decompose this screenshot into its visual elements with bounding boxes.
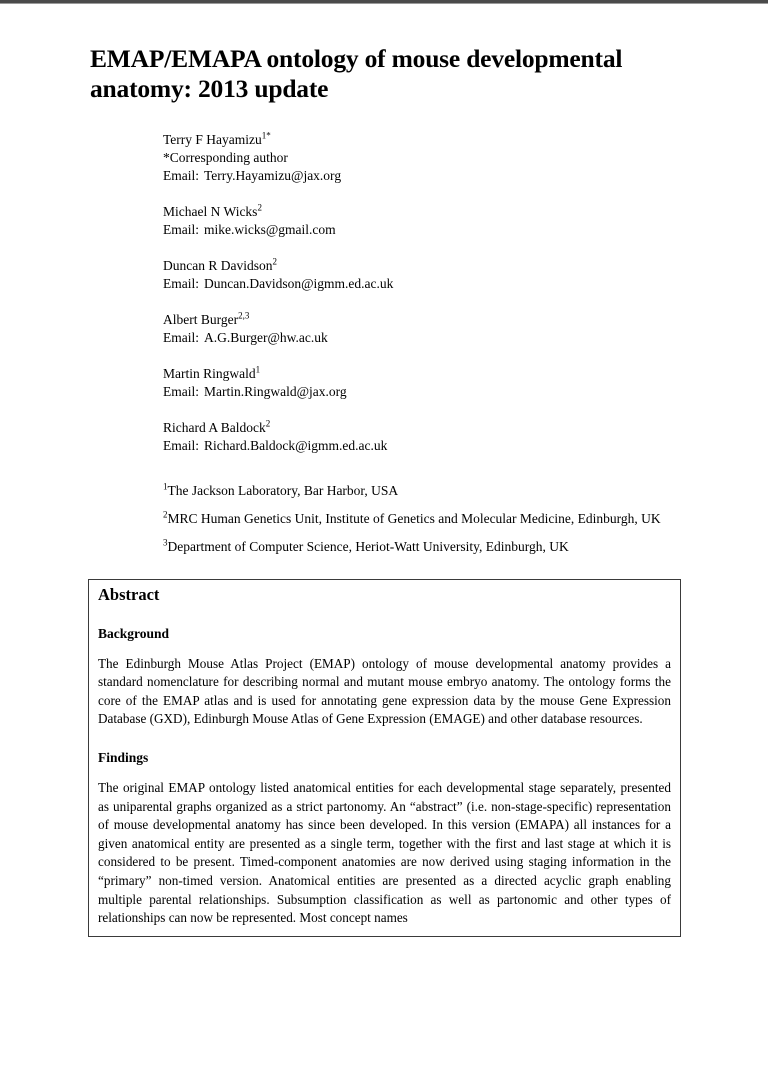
author-email-line — [163, 329, 768, 347]
author-email-line — [163, 167, 768, 185]
author-affiliation-superscript: 2 — [272, 256, 277, 267]
author-email-line — [163, 437, 768, 455]
author-name-text: Duncan R Davidson — [163, 257, 273, 273]
abstract-box — [88, 579, 681, 937]
author-name — [163, 257, 768, 275]
abstract-heading: Abstract — [98, 584, 160, 604]
author-affiliation-superscript: 2 — [265, 418, 271, 429]
author-name — [163, 365, 768, 383]
affiliation-text: Department of Computer Science, Heriot-Watt University, Edinburgh, UK — [167, 538, 569, 554]
author-block — [163, 131, 768, 185]
affiliation-text: The Jackson Laboratory, Bar Harbor, USA — [167, 482, 399, 498]
affiliation-item — [163, 509, 712, 528]
author-email: A.G.Burger@hw.ac.uk — [204, 329, 328, 345]
author-name — [163, 311, 768, 329]
corresponding-author-note: *Corresponding author — [163, 149, 288, 165]
author-affiliation-superscript: 2 — [257, 202, 262, 213]
affiliation-number: 2 — [163, 509, 168, 520]
affiliation-number: 3 — [163, 537, 168, 548]
author-block — [163, 257, 768, 293]
author-email: Martin.Ringwald@jax.org — [204, 383, 347, 399]
author-name-text: Martin Ringwald — [163, 365, 256, 381]
author-name-text: Michael N Wicks — [163, 203, 258, 219]
author-name-text: Albert Burger — [163, 311, 239, 327]
paper-title: EMAP/EMAPA ontology of mouse developmental anatomy: 2013 update — [90, 44, 623, 103]
window-top-bar — [0, 0, 768, 4]
email-label: Email: — [163, 167, 199, 183]
email-label: Email: — [163, 275, 199, 291]
background-section-heading: Background — [98, 625, 170, 641]
author-email: Richard.Baldock@igmm.ed.ac.uk — [204, 437, 388, 453]
author-email: Duncan.Davidson@igmm.ed.ac.uk — [204, 275, 394, 291]
author-email-line — [163, 275, 768, 293]
affiliation-list — [163, 481, 712, 556]
affiliation-item — [163, 481, 712, 500]
author-email-line — [163, 221, 768, 239]
affiliation-item — [163, 537, 712, 556]
email-label: Email: — [163, 383, 199, 399]
author-affiliation-superscript: 1 — [255, 364, 261, 375]
affiliation-number: 1 — [163, 481, 168, 492]
author-affiliation-superscript: 2,3 — [238, 310, 250, 321]
findings-section-heading: Findings — [98, 750, 149, 766]
affiliation-text: MRC Human Genetics Unit, Institute of Genetics and Molecular Medicine, Edinburgh, UK — [167, 510, 661, 526]
author-list — [163, 131, 768, 455]
author-block — [163, 419, 768, 455]
author-block — [163, 311, 768, 347]
author-name — [163, 419, 768, 437]
author-block — [163, 203, 768, 239]
findings-section-text: The original EMAP ontology listed anatomical entities for each developmental stage separately, presented as uniparental graphs organized as a strict partonomy. An “abstract” (i.e. non-stage-specific) representation of mouse developmental anatomy has since been developed. In this version (EMAPA) all instances for a given anatomical entity are presented as a single term, together with the first and last stage at which it is considered to be present. Timed-component anatomies are now derived using staging information in the “primary” non-timed version. Anatomical entities are presented as a directed acyclic graph enabling multiple parental relationships. Subsumption classification as well as partonomic and other types of relationships can now be represented. Most concept names — [98, 780, 671, 926]
background-section-text: The Edinburgh Mouse Atlas Project (EMAP) ontology of mouse developmental anatomy provides a standard nomenclature for describing normal and mutant mouse embryo anatomy. The ontology forms the core of the EMAP atlas and is used for annotating gene expression data by the mouse Gene Expression Database (GXD), Edinburgh Mouse Atlas of Gene Expression (EMAGE) and other database resources. — [98, 655, 671, 727]
email-label: Email: — [163, 221, 199, 237]
author-name — [163, 203, 768, 221]
author-name — [163, 131, 768, 149]
author-email: mike.wicks@gmail.com — [204, 221, 336, 237]
author-name-text: Richard A Baldock — [163, 419, 266, 435]
author-email: Terry.Hayamizu@jax.org — [204, 167, 342, 183]
author-block — [163, 365, 768, 401]
author-name-text: Terry F Hayamizu — [163, 131, 262, 147]
author-affiliation-superscript: 1* — [261, 130, 271, 141]
email-label: Email: — [163, 437, 199, 453]
email-label: Email: — [163, 329, 199, 345]
author-email-line — [163, 383, 768, 401]
